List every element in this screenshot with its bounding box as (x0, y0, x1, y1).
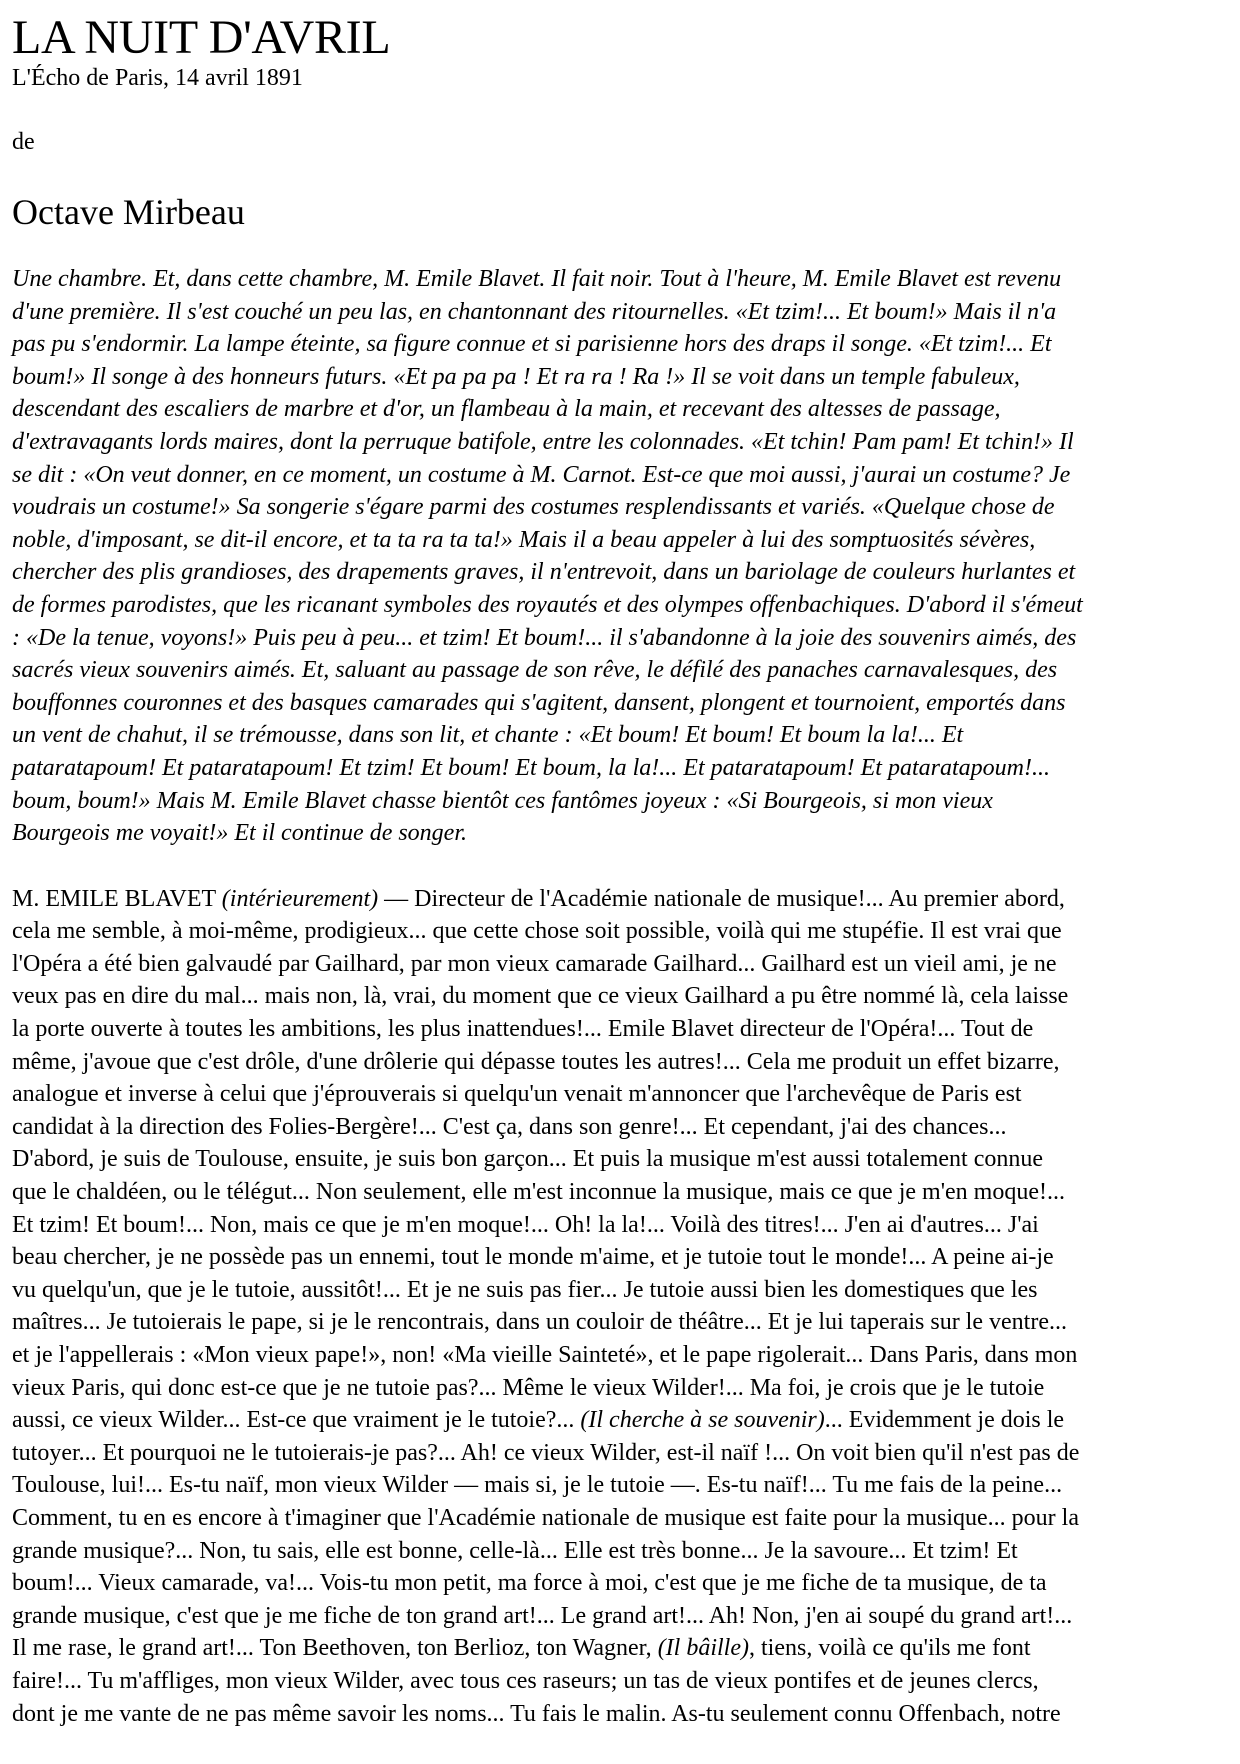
text-line: noble, d'imposant, se dit-il encore, et ta ta ra ta ta!» Mais il a beau appeler à lui des somptuosités sévères, (12, 526, 1036, 553)
text-line: vu quelqu'un, que je le tutoie, aussitôt!... Et je ne suis pas fier... Je tutoie aussi bien les domestiques que les (12, 1276, 1038, 1303)
text-line: : «De la tenue, voyons!» Puis peu à peu... et tzim! Et boum!... il s'abandonne à la joie des souvenirs aimés, des (12, 624, 1077, 651)
text-line: D'abord, je suis de Toulouse, ensuite, je suis bon garçon... Et puis la musique m'est aussi totalement connue (12, 1146, 1044, 1173)
text-line: la porte ouverte à toutes les ambitions, les plus inattendues!... Emile Blavet directeur de l'Opéra!... Tout de (12, 1016, 1034, 1043)
text-line: se dit : «On veut donner, en ce moment, un costume à M. Carnot. Est-ce que moi aussi, j'aurai un costume? Je (12, 461, 1071, 488)
text-line: Une chambre. Et, dans cette chambre, M. Emile Blavet. Il fait noir. Tout à l'heure, M. Emile Blavet est revenu (12, 266, 1062, 292)
speaker-name: M. EMILE BLAVET (12, 885, 216, 912)
text-line: boum!... Vieux camarade, va!... Vois-tu mon petit, ma force à moi, c'est que je me fiche de ta musique, de ta (12, 1570, 1047, 1597)
text-line: maîtres... Je tutoierais le pape, si je le rencontrais, dans un couloir de théâtre... Et je lui taperais sur le ventre... (12, 1309, 1067, 1336)
monologue-paragraph (12, 883, 1240, 1730)
text-line (12, 1404, 1240, 1437)
text-segment: Il me rase, le grand art!... Ton Beethoven, ton Berlioz, ton Wagner, (12, 1635, 658, 1662)
text-line: sacrés vieux souvenirs aimés. Et, saluant au passage de son rêve, le défilé des panaches carnavalesques, des (12, 657, 1058, 684)
text-line: et je l'appellerais : «Mon vieux pape!», non! «Ma vieille Sainteté», et le pape rigolerait... Dans Paris, dans mon (12, 1342, 1078, 1368)
text-line: Comment, tu en es encore à t'imaginer que l'Académie nationale de musique est faite pour la musique... pour la (12, 1504, 1079, 1531)
text-line: boum!» Il songe à des honneurs futurs. «Et pa pa pa ! Et ra ra ! Ra !» Il se voit dans un temple fabuleux, (12, 363, 1020, 390)
intro-paragraph (12, 263, 1240, 850)
page-title: LA NUIT D'AVRIL (12, 11, 391, 64)
text-line: veux pas en dire du mal... mais non, là, vrai, du moment que ce vieux Gailhard a pu être nommé là, cela laisse (12, 983, 1069, 1010)
text-line: descendant des escaliers de marbre et d'or, un flambeau à la main, et recevant des altesses de passage, (12, 396, 1001, 423)
text-line: Bourgeois me voyait!» Et il continue de songer. (12, 820, 468, 847)
document-page (0, 12, 1240, 1730)
text-line: cela me semble, à moi-même, prodigieux... que cette chose soit possible, voilà qui me stupéfie. Il est vrai que (12, 918, 1062, 945)
text-line: même, j'avoue que c'est drôle, d'une drôlerie qui dépasse toutes les autres!... Cela me produit un effet bizarre, (12, 1048, 1060, 1075)
text-line: grande musique, c'est que je me fiche de ton grand art!... Le grand art!... Ah! Non, j'en ai soupé du grand art!... (12, 1602, 1073, 1629)
stage-direction: (Il bâille) (657, 1635, 749, 1662)
text-line: l'Opéra a été bien galvaudé par Gailhard, par mon vieux camarade Gailhard... Gailhard est un vieil ami, je ne (12, 950, 1057, 977)
text-line: que le chaldéen, ou le télégut... Non seulement, elle m'est inconnue la musique, mais ce que je m'en moque!... (12, 1179, 1065, 1206)
text-line: Toulouse, lui!... Es-tu naïf, mon vieux Wilder — mais si, je le tutoie —. Es-tu naïf!... Tu me fais de la peine... (12, 1472, 1063, 1499)
text-line: d'une première. Il s'est couché un peu las, en chantonnant des ritournelles. «Et tzim!... Et boum!» Mais il n'a (12, 298, 1057, 325)
text-line: tutoyer... Et pourquoi ne le tutoierais-je pas?... Ah! ce vieux Wilder, est-il naïf !... On voit bien qu'il n'est pas de (12, 1439, 1080, 1466)
byline-preposition: de (12, 129, 35, 155)
text-line: Et tzim! Et boum!... Non, mais ce que je m'en moque!... Oh! la la!... Voilà des titres!... J'en ai d'autres... J'ai (12, 1211, 1039, 1238)
publication-source: L'Écho de Paris, 14 avril 1891 (12, 65, 303, 91)
text-line: vieux Paris, qui donc est-ce que je ne tutoie pas?... Même le vieux Wilder!... Ma foi, je crois que je le tutoie (12, 1374, 1045, 1401)
text-line: pataratapoum! Et pataratapoum! Et tzim! Et boum! Et boum, la la!... Et pataratapoum! Et pataratapoum!... (12, 754, 1050, 781)
text-line: bouffonnes couronnes et des basques camarades qui s'agitent, dansent, plongent et tournoient, emportés dans (12, 689, 1066, 716)
text-segment: ... Evidemment je dois le (824, 1407, 1065, 1434)
stage-direction: (Il cherche à se souvenir) (580, 1407, 825, 1434)
text-line: faire!... Tu m'affliges, mon vieux Wilder, avec tous ces raseurs; un tas de vieux pontifes et de jeunes clercs, (12, 1667, 1039, 1694)
text-segment: — Directeur de l'Académie nationale de musique!... Au premier abord, (378, 885, 1065, 912)
text-line: voudrais un costume!» Sa songerie s'égare parmi des costumes resplendissants et variés. «Quelque chose de (12, 494, 1055, 521)
text-line: chercher des plis grandioses, des drapements graves, il n'entrevoit, dans un bariolage de couleurs hurlantes et (12, 559, 1076, 586)
text-line: analogue et inverse à celui que j'éprouverais si quelqu'un venait m'annoncer que l'archevêque de Paris est (12, 1081, 1022, 1108)
text-line: candidat à la direction des Folies-Bergère!... C'est ça, dans son genre!... Et cependant, j'ai des chances... (12, 1113, 1007, 1140)
stage-direction: (intérieurement) (221, 885, 379, 912)
text-line (12, 1632, 1240, 1665)
text-line: dont je me vante de ne pas même savoir les noms... Tu fais le malin. As-tu seulement connu Offenbach, notre (12, 1700, 1061, 1727)
text-segment: aussi, ce vieux Wilder... Est-ce que vraiment je le tutoie?... (12, 1407, 581, 1434)
author-name: Octave Mirbeau (12, 192, 245, 232)
text-line: d'extravagants lords maires, dont la perruque batifole, entre les colonnades. «Et tchin! Pam pam! Et tchin!» Il (12, 428, 1074, 455)
text-line: grande musique?... Non, tu sais, elle est bonne, celle-là... Elle est très bonne... Je la savoure... Et tzim! Et (12, 1537, 1018, 1564)
text-line: de formes parodistes, que les ricanant symboles des royautés et des olympes offenbachiques. D'abord il s'émeut (12, 591, 1083, 618)
text-line: beau chercher, je ne possède pas un ennemi, tout le monde m'aime, et je tutoie tout le monde!... A peine ai-je (12, 1244, 1054, 1271)
text-line: boum, boum!» Mais M. Emile Blavet chasse bientôt ces fantômes joyeux : «Si Bourgeois, si mon vieux (12, 787, 993, 814)
text-line: un vent de chahut, il se trémousse, dans son lit, et chante : «Et boum! Et boum! Et boum la la!... Et (12, 722, 964, 749)
text-line: pas pu s'endormir. La lampe éteinte, sa figure connue et si parisienne hors des draps il songe. «Et tzim!... Et (12, 331, 1052, 358)
text-line (12, 883, 1240, 916)
text-segment: , tiens, voilà ce qu'ils me font (749, 1635, 1031, 1662)
